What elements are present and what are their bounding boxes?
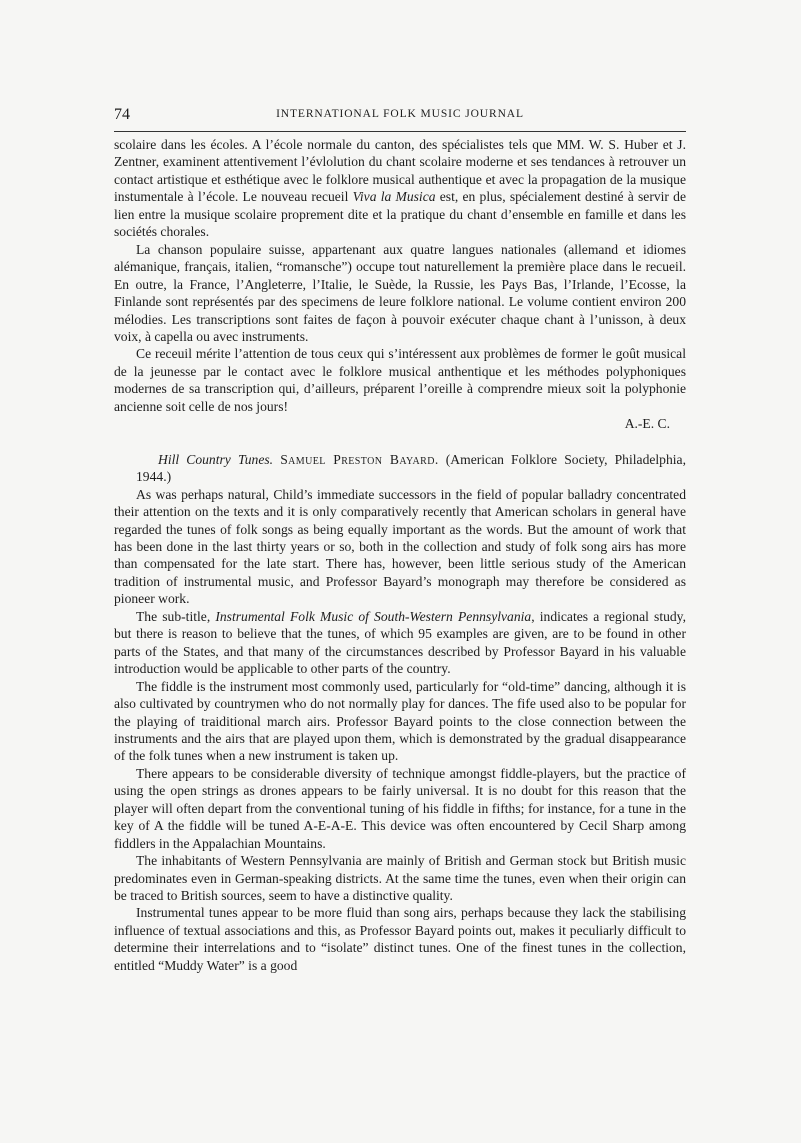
page-body <box>114 136 686 974</box>
english-review-paragraph-2: The sub-title, Instrumental Folk Music of South-Western Pennsylvania, indicates a regional study, but there is reason to believe that the tunes, of which 95 examples are given, are to be found in other parts of the States, and that many of the circumstances described by Professor Bayard in his valuable introduction would be applicable to other parts of the country. <box>114 608 686 677</box>
header-rule <box>114 131 686 132</box>
running-head: INTERNATIONAL FOLK MUSIC JOURNAL <box>276 108 524 120</box>
book-title: Hill Country Tunes. <box>158 451 274 467</box>
french-review-paragraph-3: Ce receuil mérite l’attention de tous ceux qui s’intéressent aux problèmes de former le goût musical de la jeunesse par le contact avec le folklore musical anthentique et les méthodes polyphoniques modernes de sa transcription qui, d’ailleurs, préparent l’oreille à comprendre mieux soit la polyphonie ancienne soit celle de nos jours! <box>114 346 686 414</box>
book-subtitle: Instrumental Folk Music of South-Western Pennsylvania <box>215 608 532 624</box>
english-review-paragraph-6: Instrumental tunes appear to be more fluid than song airs, perhaps because they lack the stabilising influence of textual associations and this, as Professor Bayard points out, makes it peculiarly difficult to determine their interrelations and to “isolate” distinct tunes. One of the finest tunes in the collection, entitled “Muddy Water” is a good <box>114 905 686 973</box>
french-review-paragraph-1: scolaire dans les écoles. A l’école normale du canton, des spécialistes tels que MM. W. S. Huber et J. Zentner, examinent attentivement l’évlolution du chant scolaire moderne et ses tendances à retrouver un contact artistique et esthétique avec le folklore musical authentique et avec la propagation de la musique instumentale à l’école. Le nouveau recueil Viva la Musica est, en plus, spécialement destiné à servir de lien entre la musique scolaire proprement dite et la pratique du chant d’ensemble en famille et dans les sociétés chorales. <box>114 137 686 240</box>
review-heading <box>114 451 686 486</box>
publication-info: (American Folklore Society, Philadelphia, 1944.) <box>136 451 686 485</box>
section-break <box>114 433 686 451</box>
english-review-paragraph-5: The inhabitants of Western Pennsylvania are mainly of British and German stock but British music predominates even in German-speaking districts. At the same time the tunes, even when their origin can be traced to British sources, seem to have a distinctive quality. <box>114 853 686 904</box>
page-header <box>114 106 686 130</box>
book-title-viva-la-musica: Viva la Musica <box>352 189 436 205</box>
english-review-paragraph-4: There appears to be considerable diversity of technique amongst fiddle-players, but the practice of using the open strings as drones appears to be fairly universal. It is no doubt for this reason that the player will often depart from the conventional tuning of his fiddle in fifths; for instance, for a tune in the key of A the fiddle will be tuned A-E-A-E. This device was often encountered by Cecil Sharp among fiddlers in the Appalachian Mountains. <box>114 765 686 851</box>
book-author: Samuel Preston Bayard. <box>280 451 439 467</box>
french-review-paragraph-2: La chanson populaire suisse, appartenant aux quatre langues nationales (allemand et idiomes alémanique, français, italien, “romansche”) occupe tout naturellement la première place dans le recueil. En outre, la France, l’Angleterre, l’Italie, le Suède, la Russie, les Pays Bas, l’Irlande, l’Ecosse, la Finlande sont représentés par des specimens de leure folklore national. Le volume contient environ 200 mélodies. Les transcriptions sont faites de façon à pouvoir exécuter chaque chant à l’unisson, à deux voix, à capella ou avec instruments. <box>114 241 686 344</box>
reviewer-signature: A.-E. C. <box>624 416 670 432</box>
english-review-paragraph-1: As was perhaps natural, Child’s immediate successors in the field of popular balladry concentrated their attention on the texts and it is only comparatively recently that American scholars in general have regarded the tunes of folk songs as being equally important as the words. But the amount of work that has been done in the last thirty years or so, both in the collection and study of folk song airs has more than compensated for the late start. There has, however, been little serious study of the American tradition of instrumental music, and Professor Bayard’s monograph may therefore be considered as pioneer work. <box>114 486 686 607</box>
page-number: 74 <box>114 106 130 123</box>
english-review-paragraph-3: The fiddle is the instrument most commonly used, particularly for “old-time” dancing, although it is also cultivated by countrymen who do not normally play for dances. The fife used also to be popular for the playing of traiditional march airs. Professor Bayard points to the close connection between the instruments and the airs that are played upon them, which is demonstrated by the gradual disappearance of the folk tunes when a new instrument is taken up. <box>114 678 686 764</box>
